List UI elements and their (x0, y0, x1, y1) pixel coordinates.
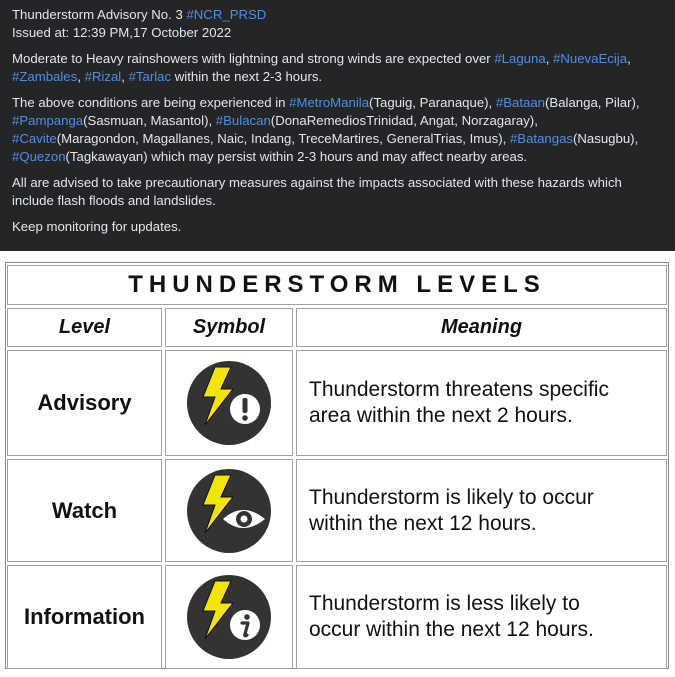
current-lead: The above conditions are being experienced in (12, 95, 286, 110)
advisory-post (0, 0, 675, 251)
forecast-tail: within the next 2-3 hours. (174, 69, 323, 84)
level-advisory: Advisory (7, 350, 162, 456)
post-header (12, 6, 663, 42)
meaning-advisory (296, 350, 667, 456)
hashtag-pampanga[interactable]: #Pampanga (12, 113, 84, 128)
forecast-lead: Moderate to Heavy rainshowers with lightning and strong winds are expected over (12, 51, 491, 66)
hashtag-laguna[interactable]: #Laguna (494, 51, 546, 66)
hashtag-zambales[interactable]: #Zambales (12, 69, 78, 84)
lightning-exclamation-icon (185, 359, 273, 447)
paragraph-precautions: All are advised to take precautionary measures against the impacts associated with these hazards which include flash floods and landslides. (12, 175, 622, 208)
chart-title: THUNDERSTORM LEVELS (7, 265, 667, 305)
lightning-info-icon (185, 573, 273, 661)
header-symbol: Symbol (165, 308, 293, 347)
symbol-cell-advisory (165, 350, 293, 456)
places-metromanila: (Taguig, Paranaque) (369, 95, 489, 110)
hashtag-rizal[interactable]: #Rizal (84, 69, 122, 84)
lightning-eye-icon (185, 467, 273, 555)
meaning-watch (296, 459, 667, 562)
places-cavite: (Maragondon, Magallanes, Naic, Indang, TreceMartires, GeneralTrias, Imus) (56, 131, 503, 146)
header-level: Level (7, 308, 162, 347)
hashtag-bataan[interactable]: #Bataan (495, 95, 546, 110)
paragraph-current-areas: The above conditions are being experienced in #MetroManila(Taguig, Paranaque), #Bataan(Balanga, Pilar), #Pampanga(Sasmuan, Masantol), #Bulacan(DonaRemediosTrinidad, Angat, Norzagaray), #Cavite(Maragondon, Magallanes, Naic, Indang, TreceMartires, GeneralTrias, Imus), #Batangas(Nasugbu), #Quezon(Tagkawayan) which may persist within 2-3 hours and may affect nearby areas. (12, 95, 640, 164)
paragraph-keep-monitoring: Keep monitoring for updates. (12, 219, 182, 234)
current-tail: which may persist within 2-3 hours and may affect nearby areas. (151, 149, 528, 164)
thunderstorm-levels-chart (0, 251, 675, 677)
hashtag-ncr-prsd[interactable]: #NCR_PRSD (186, 7, 267, 22)
post-title: Thunderstorm Advisory No. 3 (12, 7, 183, 22)
hashtag-quezon[interactable]: #Quezon (12, 149, 66, 164)
places-quezon: (Tagkawayan) (65, 149, 148, 164)
paragraph-forecast: Moderate to Heavy rainshowers with lightning and strong winds are expected over #Laguna, #NuevaEcija, #Zambales, #Rizal, #Tarlac within the next 2-3 hours. (12, 51, 631, 84)
header-meaning: Meaning (296, 308, 667, 347)
symbol-cell-watch (165, 459, 293, 562)
issued-time: Issued at: 12:39 PM,17 October 2022 (12, 25, 232, 40)
meaning-advisory-text: Thunderstorm threatens specific area within the next 2 hours. (309, 378, 609, 427)
places-batangas: (Nasugbu) (573, 131, 635, 146)
hashtag-batangas[interactable]: #Batangas (509, 131, 573, 146)
hashtag-cavite[interactable]: #Cavite (12, 131, 57, 146)
hashtag-nuevaecija[interactable]: #NuevaEcija (553, 51, 628, 66)
meaning-watch-text: Thunderstorm is likely to occur within the next 12 hours. (309, 485, 594, 535)
post-title-line (12, 6, 663, 24)
hashtag-tarlac[interactable]: #Tarlac (128, 69, 172, 84)
places-bataan: (Balanga, Pilar) (545, 95, 636, 110)
meaning-information (296, 565, 667, 669)
symbol-cell-information (165, 565, 293, 669)
meaning-information-text: Thunderstorm is less likely to occur within the next 12 hours. (309, 592, 594, 641)
hashtag-bulacan[interactable]: #Bulacan (215, 113, 271, 128)
level-watch: Watch (7, 459, 162, 562)
hashtag-metromanila[interactable]: #MetroManila (289, 95, 370, 110)
places-pampanga: (Sasmuan, Masantol) (83, 113, 209, 128)
level-information: Information (7, 565, 162, 669)
places-bulacan: (DonaRemediosTrinidad, Angat, Norzagaray) (270, 113, 535, 128)
